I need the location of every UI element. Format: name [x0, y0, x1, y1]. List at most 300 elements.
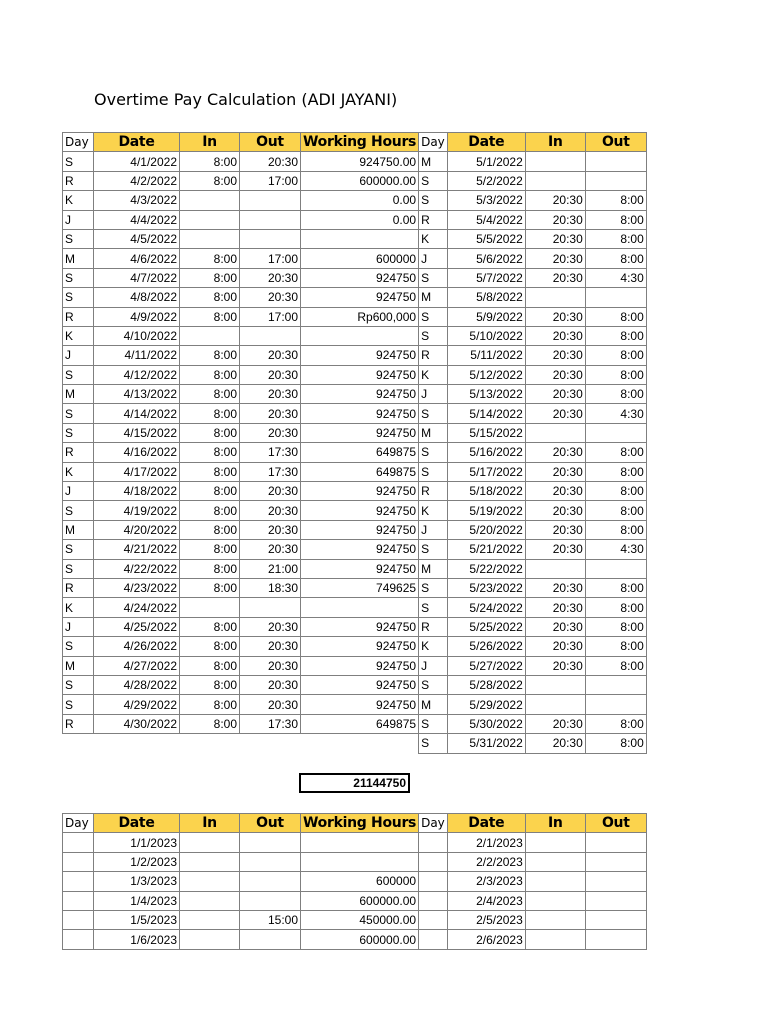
date-cell[interactable]: 4/14/2022	[94, 404, 180, 423]
working-hours-cell[interactable]: 924750	[301, 482, 419, 501]
day-cell[interactable]: M	[63, 520, 94, 539]
day-cell[interactable]: J	[63, 346, 94, 365]
out-cell[interactable]	[585, 695, 646, 714]
in-cell[interactable]	[180, 210, 240, 229]
in-cell[interactable]	[525, 852, 585, 871]
in-cell[interactable]: 8:00	[180, 482, 240, 501]
out-cell[interactable]	[585, 872, 646, 891]
out-cell[interactable]: 20:30	[240, 540, 301, 559]
day-cell[interactable]: R	[63, 578, 94, 597]
date-cell[interactable]: 2/5/2023	[447, 910, 525, 929]
date-cell[interactable]: 5/29/2022	[447, 695, 525, 714]
date-cell[interactable]: 4/16/2022	[94, 443, 180, 462]
out-cell[interactable]: 20:30	[240, 675, 301, 694]
day-cell[interactable]	[419, 872, 448, 891]
in-cell[interactable]: 8:00	[180, 268, 240, 287]
date-cell[interactable]: 1/4/2023	[94, 891, 180, 910]
day-cell[interactable]: M	[63, 385, 94, 404]
out-cell[interactable]: 8:00	[585, 365, 646, 384]
date-cell[interactable]: 4/23/2022	[94, 578, 180, 597]
date-cell[interactable]: 5/25/2022	[447, 617, 525, 636]
day-cell[interactable]: J	[63, 482, 94, 501]
out-cell[interactable]: 21:00	[240, 559, 301, 578]
in-cell[interactable]: 8:00	[180, 656, 240, 675]
out-cell[interactable]: 17:00	[240, 249, 301, 268]
day-cell[interactable]: K	[63, 326, 94, 345]
day-cell[interactable]: S	[419, 675, 448, 694]
day-cell[interactable]: S	[63, 152, 94, 171]
working-hours-cell[interactable]: 924750	[301, 404, 419, 423]
day-cell[interactable]: M	[419, 288, 448, 307]
in-cell[interactable]: 20:30	[525, 385, 585, 404]
out-cell[interactable]	[585, 852, 646, 871]
out-cell[interactable]: 20:30	[240, 423, 301, 442]
in-cell[interactable]: 20:30	[525, 656, 585, 675]
out-cell[interactable]	[585, 891, 646, 910]
out-cell[interactable]: 17:30	[240, 443, 301, 462]
in-cell[interactable]: 20:30	[525, 249, 585, 268]
date-cell[interactable]: 4/8/2022	[94, 288, 180, 307]
out-cell[interactable]	[585, 171, 646, 190]
day-cell[interactable]: S	[63, 288, 94, 307]
in-cell[interactable]	[180, 191, 240, 210]
date-cell[interactable]: 4/21/2022	[94, 540, 180, 559]
day-cell[interactable]: S	[419, 404, 448, 423]
in-cell[interactable]	[180, 891, 240, 910]
working-hours-cell[interactable]: 924750	[301, 540, 419, 559]
day-cell[interactable]: J	[63, 617, 94, 636]
date-cell[interactable]: 5/24/2022	[447, 598, 525, 617]
out-cell[interactable]	[585, 910, 646, 929]
in-cell[interactable]: 20:30	[525, 482, 585, 501]
day-cell[interactable]: S	[63, 540, 94, 559]
day-cell[interactable]: R	[63, 171, 94, 190]
date-cell[interactable]: 4/1/2022	[94, 152, 180, 171]
in-cell[interactable]: 20:30	[525, 501, 585, 520]
in-cell[interactable]	[180, 229, 240, 248]
out-cell[interactable]: 17:30	[240, 462, 301, 481]
date-cell[interactable]: 5/3/2022	[447, 191, 525, 210]
in-cell[interactable]	[525, 288, 585, 307]
in-cell[interactable]: 20:30	[525, 734, 585, 753]
working-hours-cell[interactable]: 649875	[301, 462, 419, 481]
working-hours-cell[interactable]: 450000.00	[301, 910, 419, 929]
in-cell[interactable]	[525, 695, 585, 714]
day-cell[interactable]: J	[419, 249, 448, 268]
out-cell[interactable]: 20:30	[240, 695, 301, 714]
in-cell[interactable]	[180, 326, 240, 345]
day-cell[interactable]: S	[419, 171, 448, 190]
date-cell[interactable]: 4/20/2022	[94, 520, 180, 539]
date-cell[interactable]: 5/7/2022	[447, 268, 525, 287]
out-cell[interactable]: 15:00	[240, 910, 301, 929]
out-cell[interactable]: 8:00	[585, 617, 646, 636]
working-hours-cell[interactable]	[301, 833, 419, 852]
day-cell[interactable]: M	[63, 656, 94, 675]
out-cell[interactable]: 20:30	[240, 637, 301, 656]
date-cell[interactable]: 5/14/2022	[447, 404, 525, 423]
in-cell[interactable]	[180, 852, 240, 871]
day-cell[interactable]: S	[419, 307, 448, 326]
in-cell[interactable]: 20:30	[525, 307, 585, 326]
date-cell[interactable]: 5/21/2022	[447, 540, 525, 559]
out-cell[interactable]	[585, 288, 646, 307]
date-cell[interactable]: 5/22/2022	[447, 559, 525, 578]
out-cell[interactable]	[240, 210, 301, 229]
in-cell[interactable]	[180, 833, 240, 852]
day-cell[interactable]: K	[63, 598, 94, 617]
date-cell[interactable]: 5/18/2022	[447, 482, 525, 501]
in-cell[interactable]	[525, 930, 585, 949]
working-hours-cell[interactable]: 600000	[301, 872, 419, 891]
day-cell[interactable]: S	[63, 695, 94, 714]
in-cell[interactable]	[180, 872, 240, 891]
working-hours-cell[interactable]	[301, 852, 419, 871]
date-cell[interactable]: 5/26/2022	[447, 637, 525, 656]
date-cell[interactable]: 5/10/2022	[447, 326, 525, 345]
day-cell[interactable]: M	[63, 249, 94, 268]
in-cell[interactable]: 8:00	[180, 675, 240, 694]
day-cell[interactable]	[63, 930, 94, 949]
day-cell[interactable]	[419, 910, 448, 929]
in-cell[interactable]: 20:30	[525, 462, 585, 481]
date-cell[interactable]: 4/4/2022	[94, 210, 180, 229]
date-cell[interactable]: 4/13/2022	[94, 385, 180, 404]
out-cell[interactable]: 4:30	[585, 268, 646, 287]
date-cell[interactable]: 5/20/2022	[447, 520, 525, 539]
day-cell[interactable]: J	[419, 656, 448, 675]
date-cell[interactable]: 4/5/2022	[94, 229, 180, 248]
day-cell[interactable]: K	[63, 191, 94, 210]
date-cell[interactable]: 4/22/2022	[94, 559, 180, 578]
date-cell[interactable]: 5/2/2022	[447, 171, 525, 190]
day-cell[interactable]	[63, 891, 94, 910]
overtime-total-cell[interactable]: 21144750	[299, 773, 410, 793]
day-cell[interactable]: S	[63, 423, 94, 442]
in-cell[interactable]: 8:00	[180, 365, 240, 384]
date-cell[interactable]: 4/26/2022	[94, 637, 180, 656]
date-cell[interactable]: 2/1/2023	[447, 833, 525, 852]
day-cell[interactable]: S	[419, 462, 448, 481]
out-cell[interactable]: 8:00	[585, 637, 646, 656]
date-cell[interactable]: 5/8/2022	[447, 288, 525, 307]
out-cell[interactable]: 20:30	[240, 385, 301, 404]
working-hours-cell[interactable]: 924750	[301, 675, 419, 694]
out-cell[interactable]: 20:30	[240, 617, 301, 636]
date-cell[interactable]: 5/1/2022	[447, 152, 525, 171]
in-cell[interactable]: 8:00	[180, 307, 240, 326]
in-cell[interactable]: 20:30	[525, 443, 585, 462]
working-hours-cell[interactable]: 924750	[301, 501, 419, 520]
out-cell[interactable]	[240, 191, 301, 210]
in-cell[interactable]	[525, 833, 585, 852]
working-hours-cell[interactable]: 924750	[301, 559, 419, 578]
out-cell[interactable]	[585, 930, 646, 949]
in-cell[interactable]: 8:00	[180, 637, 240, 656]
date-cell[interactable]: 2/3/2023	[447, 872, 525, 891]
date-cell[interactable]: 5/6/2022	[447, 249, 525, 268]
out-cell[interactable]	[240, 891, 301, 910]
date-cell[interactable]: 2/6/2023	[447, 930, 525, 949]
day-cell[interactable]: S	[419, 734, 448, 753]
out-cell[interactable]	[240, 229, 301, 248]
day-cell[interactable]	[419, 891, 448, 910]
date-cell[interactable]: 4/29/2022	[94, 695, 180, 714]
in-cell[interactable]: 8:00	[180, 404, 240, 423]
working-hours-cell[interactable]: 924750	[301, 637, 419, 656]
date-cell[interactable]: 4/7/2022	[94, 268, 180, 287]
in-cell[interactable]: 8:00	[180, 346, 240, 365]
day-cell[interactable]: S	[419, 714, 448, 733]
out-cell[interactable]: 8:00	[585, 520, 646, 539]
in-cell[interactable]: 20:30	[525, 578, 585, 597]
date-cell[interactable]: 5/13/2022	[447, 385, 525, 404]
out-cell[interactable]: 8:00	[585, 249, 646, 268]
out-cell[interactable]: 20:30	[240, 152, 301, 171]
working-hours-cell[interactable]: 924750.00	[301, 152, 419, 171]
day-cell[interactable]	[419, 833, 448, 852]
out-cell[interactable]: 20:30	[240, 482, 301, 501]
day-cell[interactable]: S	[63, 229, 94, 248]
date-cell[interactable]: 1/6/2023	[94, 930, 180, 949]
day-cell[interactable]: S	[419, 268, 448, 287]
day-cell[interactable]	[419, 930, 448, 949]
date-cell[interactable]: 1/1/2023	[94, 833, 180, 852]
working-hours-cell[interactable]: 649875	[301, 443, 419, 462]
working-hours-cell[interactable]: 600000.00	[301, 891, 419, 910]
day-cell[interactable]: S	[63, 501, 94, 520]
in-cell[interactable]: 20:30	[525, 540, 585, 559]
working-hours-cell[interactable]: 924750	[301, 346, 419, 365]
in-cell[interactable]: 8:00	[180, 617, 240, 636]
out-cell[interactable]: 8:00	[585, 191, 646, 210]
in-cell[interactable]: 20:30	[525, 637, 585, 656]
working-hours-cell[interactable]: 924750	[301, 656, 419, 675]
in-cell[interactable]	[180, 910, 240, 929]
day-cell[interactable]: S	[419, 191, 448, 210]
out-cell[interactable]	[240, 833, 301, 852]
day-cell[interactable]: M	[419, 559, 448, 578]
date-cell[interactable]: 5/31/2022	[447, 734, 525, 753]
out-cell[interactable]: 4:30	[585, 404, 646, 423]
working-hours-cell[interactable]: 649875	[301, 714, 419, 733]
in-cell[interactable]: 8:00	[180, 249, 240, 268]
in-cell[interactable]: 20:30	[525, 404, 585, 423]
out-cell[interactable]: 20:30	[240, 268, 301, 287]
day-cell[interactable]: S	[63, 675, 94, 694]
working-hours-cell[interactable]: 924750	[301, 385, 419, 404]
out-cell[interactable]: 8:00	[585, 462, 646, 481]
out-cell[interactable]: 20:30	[240, 346, 301, 365]
day-cell[interactable]: S	[419, 598, 448, 617]
date-cell[interactable]: 4/12/2022	[94, 365, 180, 384]
day-cell[interactable]: K	[419, 365, 448, 384]
day-cell[interactable]	[63, 872, 94, 891]
date-cell[interactable]: 4/15/2022	[94, 423, 180, 442]
working-hours-cell[interactable]: 924750	[301, 288, 419, 307]
day-cell[interactable]: R	[63, 443, 94, 462]
day-cell[interactable]: S	[419, 578, 448, 597]
date-cell[interactable]: 5/5/2022	[447, 229, 525, 248]
out-cell[interactable]: 8:00	[585, 210, 646, 229]
day-cell[interactable]: K	[419, 501, 448, 520]
day-cell[interactable]: M	[419, 695, 448, 714]
date-cell[interactable]: 5/4/2022	[447, 210, 525, 229]
in-cell[interactable]: 20:30	[525, 617, 585, 636]
date-cell[interactable]: 5/11/2022	[447, 346, 525, 365]
out-cell[interactable]: 8:00	[585, 307, 646, 326]
date-cell[interactable]: 5/23/2022	[447, 578, 525, 597]
date-cell[interactable]: 4/24/2022	[94, 598, 180, 617]
day-cell[interactable]: K	[419, 229, 448, 248]
out-cell[interactable]: 20:30	[240, 404, 301, 423]
date-cell[interactable]: 4/6/2022	[94, 249, 180, 268]
out-cell[interactable]: 8:00	[585, 346, 646, 365]
out-cell[interactable]: 8:00	[585, 578, 646, 597]
in-cell[interactable]	[180, 930, 240, 949]
in-cell[interactable]	[525, 891, 585, 910]
in-cell[interactable]	[525, 171, 585, 190]
in-cell[interactable]: 20:30	[525, 326, 585, 345]
date-cell[interactable]: 4/25/2022	[94, 617, 180, 636]
in-cell[interactable]: 8:00	[180, 559, 240, 578]
out-cell[interactable]	[240, 598, 301, 617]
date-cell[interactable]: 4/11/2022	[94, 346, 180, 365]
out-cell[interactable]	[240, 852, 301, 871]
out-cell[interactable]: 8:00	[585, 714, 646, 733]
date-cell[interactable]: 4/30/2022	[94, 714, 180, 733]
out-cell[interactable]: 17:00	[240, 171, 301, 190]
out-cell[interactable]	[240, 930, 301, 949]
date-cell[interactable]: 4/17/2022	[94, 462, 180, 481]
day-cell[interactable]: R	[419, 210, 448, 229]
working-hours-cell[interactable]: 924750	[301, 617, 419, 636]
working-hours-cell[interactable]	[301, 229, 419, 248]
day-cell[interactable]: J	[419, 385, 448, 404]
out-cell[interactable]: 20:30	[240, 365, 301, 384]
day-cell[interactable]: M	[419, 423, 448, 442]
out-cell[interactable]: 18:30	[240, 578, 301, 597]
out-cell[interactable]: 8:00	[585, 598, 646, 617]
in-cell[interactable]: 8:00	[180, 462, 240, 481]
day-cell[interactable]: K	[63, 462, 94, 481]
day-cell[interactable]: S	[419, 540, 448, 559]
out-cell[interactable]: 8:00	[585, 482, 646, 501]
in-cell[interactable]: 8:00	[180, 578, 240, 597]
in-cell[interactable]	[525, 675, 585, 694]
out-cell[interactable]	[585, 152, 646, 171]
out-cell[interactable]	[585, 559, 646, 578]
date-cell[interactable]: 2/2/2023	[447, 852, 525, 871]
working-hours-cell[interactable]: 924750	[301, 520, 419, 539]
day-cell[interactable]	[63, 910, 94, 929]
out-cell[interactable]: 17:30	[240, 714, 301, 733]
working-hours-cell[interactable]	[301, 598, 419, 617]
in-cell[interactable]: 8:00	[180, 501, 240, 520]
working-hours-cell[interactable]: 600000	[301, 249, 419, 268]
date-cell[interactable]: 5/30/2022	[447, 714, 525, 733]
in-cell[interactable]: 8:00	[180, 288, 240, 307]
day-cell[interactable]: S	[419, 443, 448, 462]
in-cell[interactable]	[180, 598, 240, 617]
out-cell[interactable]: 20:30	[240, 520, 301, 539]
day-cell[interactable]: R	[419, 617, 448, 636]
in-cell[interactable]: 20:30	[525, 598, 585, 617]
out-cell[interactable]: 4:30	[585, 540, 646, 559]
day-cell[interactable]: J	[419, 520, 448, 539]
date-cell[interactable]: 5/9/2022	[447, 307, 525, 326]
day-cell[interactable]: S	[63, 268, 94, 287]
out-cell[interactable]	[240, 872, 301, 891]
date-cell[interactable]: 5/28/2022	[447, 675, 525, 694]
working-hours-cell[interactable]: 749625	[301, 578, 419, 597]
day-cell[interactable]	[63, 852, 94, 871]
in-cell[interactable]: 20:30	[525, 365, 585, 384]
in-cell[interactable]: 20:30	[525, 346, 585, 365]
out-cell[interactable]: 8:00	[585, 229, 646, 248]
date-cell[interactable]: 4/18/2022	[94, 482, 180, 501]
out-cell[interactable]: 8:00	[585, 656, 646, 675]
date-cell[interactable]: 5/19/2022	[447, 501, 525, 520]
in-cell[interactable]: 20:30	[525, 268, 585, 287]
in-cell[interactable]: 20:30	[525, 714, 585, 733]
out-cell[interactable]: 8:00	[585, 501, 646, 520]
out-cell[interactable]: 17:00	[240, 307, 301, 326]
in-cell[interactable]	[525, 559, 585, 578]
date-cell[interactable]: 5/12/2022	[447, 365, 525, 384]
out-cell[interactable]: 8:00	[585, 326, 646, 345]
in-cell[interactable]: 8:00	[180, 714, 240, 733]
out-cell[interactable]	[585, 423, 646, 442]
working-hours-cell[interactable]: 924750	[301, 365, 419, 384]
day-cell[interactable]: J	[63, 210, 94, 229]
out-cell[interactable]: 8:00	[585, 443, 646, 462]
working-hours-cell[interactable]: Rp600,000	[301, 307, 419, 326]
in-cell[interactable]: 20:30	[525, 210, 585, 229]
in-cell[interactable]: 8:00	[180, 152, 240, 171]
date-cell[interactable]: 5/15/2022	[447, 423, 525, 442]
out-cell[interactable]: 8:00	[585, 385, 646, 404]
day-cell[interactable]: M	[419, 152, 448, 171]
in-cell[interactable]: 8:00	[180, 385, 240, 404]
out-cell[interactable]: 8:00	[585, 734, 646, 753]
working-hours-cell[interactable]: 924750	[301, 695, 419, 714]
date-cell[interactable]: 1/5/2023	[94, 910, 180, 929]
in-cell[interactable]: 20:30	[525, 520, 585, 539]
day-cell[interactable]: S	[63, 365, 94, 384]
day-cell[interactable]: R	[63, 307, 94, 326]
date-cell[interactable]: 4/27/2022	[94, 656, 180, 675]
working-hours-cell[interactable]: 600000.00	[301, 171, 419, 190]
date-cell[interactable]: 2/4/2023	[447, 891, 525, 910]
date-cell[interactable]: 4/3/2022	[94, 191, 180, 210]
out-cell[interactable]: 20:30	[240, 501, 301, 520]
day-cell[interactable]: K	[419, 637, 448, 656]
date-cell[interactable]: 5/17/2022	[447, 462, 525, 481]
date-cell[interactable]: 4/28/2022	[94, 675, 180, 694]
in-cell[interactable]: 8:00	[180, 540, 240, 559]
working-hours-cell[interactable]: 924750	[301, 423, 419, 442]
out-cell[interactable]: 20:30	[240, 656, 301, 675]
day-cell[interactable]: R	[63, 714, 94, 733]
day-cell[interactable]: S	[63, 404, 94, 423]
in-cell[interactable]: 8:00	[180, 171, 240, 190]
date-cell[interactable]: 5/16/2022	[447, 443, 525, 462]
out-cell[interactable]: 20:30	[240, 288, 301, 307]
working-hours-cell[interactable]	[301, 326, 419, 345]
date-cell[interactable]: 4/2/2022	[94, 171, 180, 190]
day-cell[interactable]: S	[63, 559, 94, 578]
